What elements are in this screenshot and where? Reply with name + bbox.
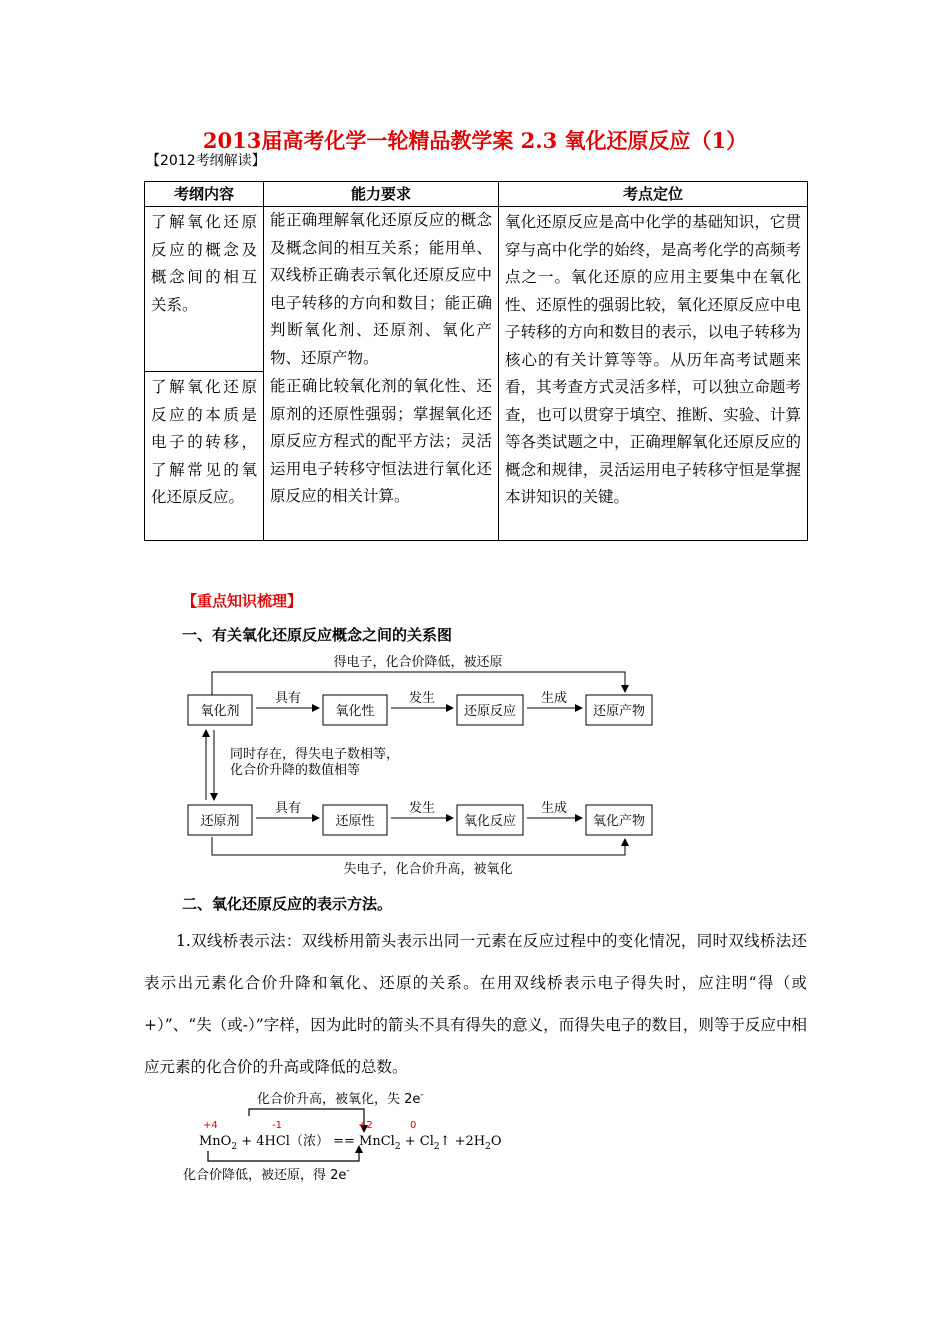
arrow-label-has-1: 具有: [274, 691, 302, 706]
box-oxidation-product-label: 氧化产物: [592, 814, 646, 829]
eq-top-label: 化合价升高，被氧化，失 2e: [257, 1092, 421, 1107]
arrow-label-produce-1: 生成: [540, 691, 568, 706]
arrow-label-produce-2: 生成: [540, 801, 568, 816]
eq-bottom-label: 化合价降低，被还原，得 2e: [183, 1168, 347, 1183]
section-title: 【重点知识梳理】: [182, 592, 303, 610]
valence-cl-reactant: -1: [272, 1120, 282, 1131]
box-oxidizing-label: 氧化性: [335, 704, 375, 719]
eq-bottom-charge: -: [346, 1166, 350, 1176]
equation-diagram: [175, 1085, 515, 1190]
ability-text-1: 能正确理解氧化还原反应的概念及概念间的相互关系；能用单、双线桥正确表示氧化还原反应中电子转移的方向和数目；能正确判断氧化剂、还原剂、氧化产物、还原产物。: [270, 207, 492, 373]
paragraph-text: 1.双线桥表示法：双线桥用箭头表示出同一元素在反应过程中的变化情况，同时双线桥法还表示出元素化合价升降和氧化、还原的关系。在用双线桥表示电子得失时，应注明“得（或+）”、“失（或-）”字样，因为此时的箭头不具有得失的意义，而得失电子的数目，则等于反应中相应元素的化合价的升高或降低的总数。: [144, 932, 807, 1076]
heading-relationship: 一、有关氧化还原反应概念之间的关系图: [182, 626, 453, 644]
table-header-row: [145, 182, 808, 207]
box-reduction-label: 还原反应: [463, 704, 517, 719]
ability-text-2: 能正确比较氧化剂的氧化性、还原剂的还原性强弱；掌握氧化还原反应方程式的配平方法；灵活运用电子转移守恒法进行氧化还原反应的相关计算。: [270, 377, 492, 505]
top-bracket-label: 得电子，化合价降低，被还原: [333, 655, 503, 670]
page-title: 2013届高考化学一轮精品教学案 2.3 氧化还原反应（1）: [202, 128, 748, 153]
eq-top-bracket: [249, 1109, 364, 1129]
eq-top-charge: -: [420, 1090, 424, 1100]
table-cell: 了解氧化还原反应的本质是电子的转移，了解常见的氧化还原反应。: [145, 372, 264, 541]
valence-mn-product: +2: [358, 1120, 373, 1131]
relationship-diagram: [180, 650, 680, 880]
box-reducing-label: 还原性: [335, 814, 375, 829]
valence-cl-product: 0: [410, 1120, 417, 1131]
arrow-label-undergo-2: 发生: [408, 801, 436, 816]
middle-label-2: 化合价升降的数值相等: [230, 763, 361, 778]
bottom-bracket-label: 失电子，化合价升高，被氧化: [343, 862, 513, 877]
arrow-label-undergo-1: 发生: [408, 691, 436, 706]
table-cell: 了解氧化还原反应的概念及概念间的相互关系。: [145, 207, 264, 372]
bottom-bracket-arrow: [212, 837, 625, 855]
table-header: 考点定位: [499, 182, 808, 207]
syllabus-table: [144, 181, 808, 541]
valence-mn-reactant: +4: [203, 1120, 218, 1131]
ability-cell: [264, 207, 499, 541]
box-oxidant-label: 氧化剂: [200, 704, 240, 719]
heading-methods: 二、氧化还原反应的表示方法。: [182, 895, 393, 913]
svg-text:化合价降低，被还原，得 2e-: [183, 1166, 350, 1183]
box-reduction-product-label: 还原产物: [592, 704, 646, 719]
table-header: 考纲内容: [145, 182, 264, 207]
location-cell: 氧化还原反应是高中化学的基础知识，它贯穿与高中化学的始终，是高考化学的高频考点之一。氧化还原的应用主要集中在氧化性、还原性的强弱比较，氧化还原反应中电子转移的方向和数目的表示，以电子转移为核心的有关计算等等。从历年高考试题来看，其考查方式灵活多样，可以独立命题考查，也可以贯穿于填空、推断、实验、计算等各类试题之中，正确理解氧化还原反应的概念和规律，灵活运用电子转移守恒是掌握本讲知识的关键。: [499, 207, 808, 541]
table-row: [145, 207, 808, 372]
box-oxidation-label: 氧化反应: [463, 814, 517, 829]
chemical-equation: MnO$_2$ + 4HCl（浓） == MnCl$_2$ + $Cl_2↑ +2H_2O$: [199, 1134, 502, 1152]
box-reductant-label: 还原剂: [200, 814, 240, 829]
svg-text:化合价升高，被氧化，失 2e-: [257, 1090, 424, 1107]
outline-label: 【2012考纲解读】: [146, 153, 266, 169]
arrow-label-has-2: 具有: [274, 801, 302, 816]
paragraph-double-bridge: [144, 920, 807, 1088]
middle-label-1: 同时存在，得失电子数相等，: [230, 747, 400, 762]
table-header: 能力要求: [264, 182, 499, 207]
